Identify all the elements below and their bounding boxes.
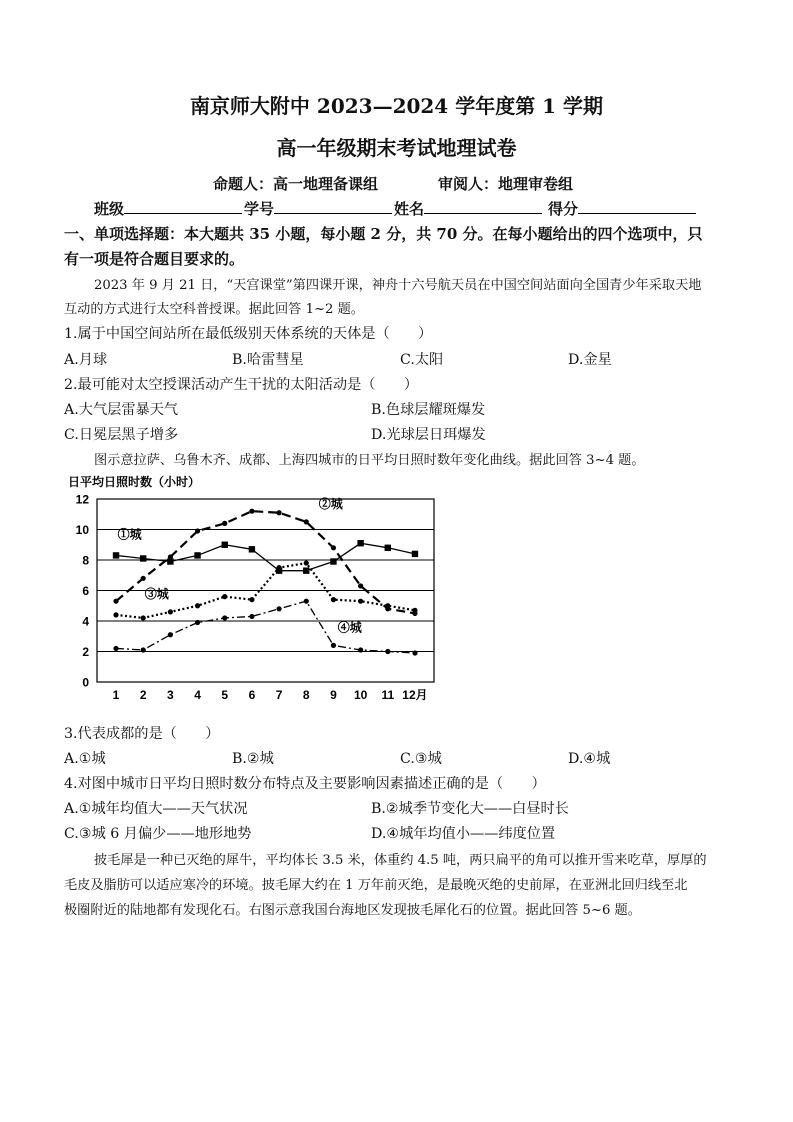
question-1-option-c[interactable]: C.太阳 — [400, 352, 444, 368]
chart-data-point — [168, 609, 173, 614]
chart-data-point — [358, 583, 363, 588]
sunshine-hours-chart — [66, 472, 446, 712]
series-4-label: ④城 — [337, 620, 362, 635]
question-4-option-d[interactable]: D.④城年均值小——纬度位置 — [371, 826, 556, 842]
question-1-option-d[interactable]: D.金星 — [568, 352, 612, 368]
chart-data-point — [330, 558, 336, 564]
name-label: 姓名 — [394, 200, 425, 218]
chart-data-point — [303, 567, 309, 573]
chart-data-point — [195, 603, 200, 608]
score-field[interactable] — [548, 198, 696, 219]
chart-data-point — [222, 521, 227, 526]
chart-x-tick-label: 5 — [221, 688, 229, 702]
chart-data-point — [412, 650, 417, 655]
passage-2: 图示意拉萨、乌鲁木齐、成都、上海四城市的日平均日照时数年变化曲线。据此回答 3~4 题。 — [94, 453, 645, 468]
chart-data-point — [113, 552, 119, 558]
class-field[interactable] — [94, 198, 242, 219]
chart-series-line — [116, 543, 415, 570]
chart-x-tick-label: 12月 — [402, 688, 428, 702]
chart-data-point — [385, 545, 391, 551]
chart-y-tick-label: 8 — [82, 553, 89, 568]
question-1-option-a[interactable]: A.月球 — [64, 352, 108, 368]
question-2-option-a[interactable]: A.大气层雷暴天气 — [64, 402, 179, 418]
chart-data-point — [141, 615, 146, 620]
passage-3-line1: 披毛犀是一种已灭绝的犀牛，平均体长 3.5 米，体重约 4.5 吨，两只扁平的角可以推开雪来吃草，厚厚的 — [94, 853, 707, 868]
student-number-label: 学号 — [244, 200, 275, 218]
chart-x-tick-label: 1 — [112, 688, 120, 702]
question-2-option-d[interactable]: D.光球层日珥爆发 — [371, 427, 486, 443]
chart-x-tick-label: 8 — [302, 688, 310, 702]
chart-x-tick-label: 4 — [194, 688, 201, 702]
chart-y-tick-label: 10 — [75, 523, 89, 537]
score-label: 得分 — [548, 200, 579, 218]
chart-data-point — [276, 565, 281, 570]
question-3-option-a[interactable]: A.①城 — [64, 751, 106, 767]
chart-y-tick-label: 2 — [82, 645, 89, 659]
student-number-blank[interactable] — [274, 199, 392, 214]
reviewer: 审阅人：地理审卷组 — [438, 175, 574, 193]
chart-y-tick-label: 4 — [82, 614, 89, 629]
chart-data-point — [304, 560, 309, 565]
chart-x-tick-label: 2 — [139, 688, 147, 702]
series-1-label: ①城 — [117, 527, 142, 542]
chart-data-point — [141, 647, 146, 652]
question-4-option-a[interactable]: A.①城年均值大——天气状况 — [64, 801, 248, 817]
passage-1-line2: 互动的方式进行太空科普授课。据此回答 1~2 题。 — [64, 302, 364, 317]
section-heading-line1: 一、单项选择题：本大题共 35 小题，每小题 2 分，共 70 分。在每小题给出的四个选项中，只 — [64, 225, 703, 243]
question-3-option-b[interactable]: B.②城 — [232, 751, 274, 767]
chart-x-tick-label: 7 — [275, 688, 283, 702]
chart-data-point — [331, 545, 336, 550]
chart-data-point — [222, 615, 227, 620]
score-blank[interactable] — [578, 199, 696, 214]
chart-x-tick-label: 11 — [381, 688, 395, 702]
question-3-option-c[interactable]: C.③城 — [400, 751, 442, 767]
chart-data-point — [113, 612, 118, 617]
passage-3-line2: 毛皮及脂肪可以适应寒冷的环境。披毛犀大约在 1 万年前灭绝，是最晚灭绝的史前犀，在亚洲北回归线至北 — [64, 878, 688, 893]
exam-title-subject: 高一年级期末考试地理试卷 — [276, 136, 517, 160]
chart-data-point — [357, 540, 363, 546]
class-blank[interactable] — [124, 199, 242, 214]
exam-title-school: 南京师大附中 2023—2024 学年度第 1 学期 — [189, 94, 604, 118]
chart-data-point — [249, 546, 255, 552]
chart-data-point — [276, 510, 281, 515]
chart-data-point — [412, 608, 417, 613]
question-2-option-c[interactable]: C.日冕层黑子增多 — [64, 427, 179, 443]
chart-data-point — [331, 597, 336, 602]
question-3-option-d[interactable]: D.④城 — [568, 751, 611, 767]
chart-data-point — [113, 646, 118, 651]
chart-data-point — [249, 509, 254, 514]
chart-x-tick-label: 10 — [353, 688, 368, 702]
chart-x-tick-label: 9 — [330, 688, 337, 702]
chart-y-tick-label: 0 — [82, 675, 89, 690]
chart-data-point — [222, 594, 227, 599]
section-heading-line2: 有一项是符合题目要求的。 — [64, 250, 245, 268]
chart-data-point — [195, 528, 200, 533]
chart-data-point — [195, 620, 200, 625]
chart-data-point — [140, 555, 146, 561]
question-setter: 命题人：高一地理备课组 — [213, 175, 379, 193]
chart-data-point — [412, 551, 418, 557]
chart-data-point — [276, 606, 281, 611]
chart-data-point — [304, 519, 309, 524]
chart-data-point — [249, 597, 254, 602]
chart-data-point — [358, 599, 363, 604]
chart-data-point — [304, 599, 309, 604]
class-label: 班级 — [94, 200, 125, 218]
question-4-option-b[interactable]: B.②城季节变化大——白昼时长 — [371, 801, 569, 817]
chart-data-point — [141, 576, 146, 581]
series-3-label: ③城 — [144, 587, 169, 602]
chart-data-point — [385, 649, 390, 654]
chart-data-point — [222, 542, 228, 548]
chart-data-point — [358, 647, 363, 652]
chart-data-point — [194, 552, 200, 558]
chart-data-point — [331, 643, 336, 648]
passage-1-line1: 2023 年 9 月 21 日，“天宫课堂”第四课开课，神舟十六号航天员在中国空间站面向全国青少年采取天地 — [94, 278, 702, 293]
question-2-stem: 2.最可能对太空授课活动产生干扰的太阳活动是（ ） — [64, 377, 419, 393]
chart-y-tick-label: 12 — [75, 492, 89, 507]
chart-data-point — [385, 603, 390, 608]
student-number-field[interactable] — [244, 198, 392, 219]
chart-title: 日平均日照时数（小时） — [68, 475, 201, 489]
chart-x-tick-label: 3 — [167, 688, 174, 702]
question-2-option-b[interactable]: B.色球层耀斑爆发 — [371, 402, 486, 418]
series-2-label: ②城 — [318, 497, 343, 512]
chart-data-point — [113, 599, 118, 604]
chart-y-tick-label: 6 — [82, 584, 89, 598]
chart-x-tick-label: 6 — [248, 688, 256, 702]
question-3-stem: 3.代表成都的是（ ） — [64, 726, 220, 742]
question-1-option-b[interactable]: B.哈雷彗星 — [232, 352, 304, 368]
chart-data-point — [249, 614, 254, 619]
name-blank[interactable] — [424, 199, 542, 214]
chart-data-point — [168, 632, 173, 637]
chart-series-line — [116, 601, 415, 653]
name-field[interactable] — [394, 198, 542, 219]
chart-data-point — [168, 554, 173, 559]
question-1-stem: 1.属于中国空间站所在最低级别天体系统的天体是（ ） — [64, 326, 433, 342]
question-4-option-c[interactable]: C.③城 6 月偏少——地形地势 — [64, 826, 252, 842]
passage-3-line3: 极圈附近的陆地都有发现化石。右图示意我国台海地区发现披毛犀化石的位置。据此回答 5~6 题。 — [64, 903, 641, 918]
question-4-stem: 4.对图中城市日平均日照时数分布特点及主要影响因素描述正确的是（ ） — [64, 776, 546, 792]
